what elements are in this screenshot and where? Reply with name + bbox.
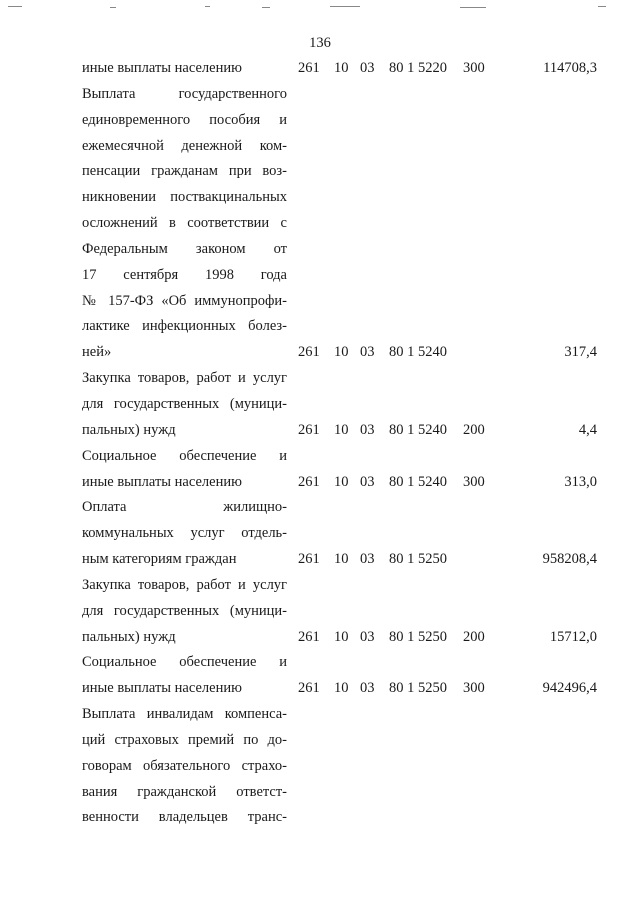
table-row-line: [0, 418, 640, 444]
subsection-code: 03: [360, 680, 375, 697]
table-row-line: [0, 573, 640, 599]
page-number: 136: [309, 35, 331, 51]
table-row-line: [0, 366, 640, 392]
table-row-line: [0, 444, 640, 470]
row-description: никновении поствакцинальных: [82, 189, 287, 206]
table-row-line: [0, 547, 640, 573]
section-code: 10: [334, 421, 349, 438]
budget-table: [0, 56, 640, 831]
admin-code: 261: [298, 60, 320, 76]
expense-type-code: 300: [463, 60, 485, 76]
target-article-code: 80 1 5240: [389, 344, 447, 361]
table-row-line: [0, 108, 640, 134]
table-row-line: [0, 805, 640, 831]
row-description: иные выплаты населению: [82, 60, 242, 76]
row-description: Выплата государственного: [82, 85, 287, 102]
target-article-code: 80 1 5240: [389, 473, 447, 490]
target-article-code: 80 1 5240: [389, 421, 447, 438]
section-code: 10: [334, 473, 349, 490]
table-row-line: [0, 754, 640, 780]
row-description: осложнений в соответствии с: [82, 215, 287, 232]
scan-artifact: [205, 6, 210, 7]
row-description: для государственных (муници-: [82, 395, 287, 412]
table-row-line: [0, 470, 640, 496]
amount: 942496,4: [542, 680, 597, 697]
table-row-line: [0, 650, 640, 676]
row-description: 17 сентября 1998 года: [82, 266, 287, 283]
section-code: 10: [334, 680, 349, 697]
row-description: венности владельцев транс-: [82, 809, 287, 826]
table-row-line: [0, 82, 640, 108]
row-description: Закупка товаров, работ и услуг: [82, 576, 287, 593]
table-row-line: [0, 495, 640, 521]
row-description: ежемесячной денежной ком-: [82, 137, 287, 154]
subsection-code: 03: [360, 344, 375, 361]
admin-code: 261: [298, 551, 320, 568]
table-row-line: [0, 56, 640, 82]
table-row-line: [0, 521, 640, 547]
table-row-line: [0, 625, 640, 651]
table-row-line: [0, 676, 640, 702]
expense-type-code: 300: [463, 473, 485, 490]
row-description: Выплата инвалидам компенса-: [82, 706, 287, 723]
row-description: коммунальных услуг отдель-: [82, 525, 287, 542]
section-code: 10: [334, 628, 349, 645]
section-code: 10: [334, 60, 349, 76]
table-row-line: [0, 702, 640, 728]
row-description: Социальное обеспечение и: [82, 447, 287, 464]
row-description: Закупка товаров, работ и услуг: [82, 370, 287, 387]
table-row-line: [0, 211, 640, 237]
table-row-line: [0, 263, 640, 289]
admin-code: 261: [298, 473, 320, 490]
row-description: говорам обязательного страхо-: [82, 757, 287, 774]
target-article-code: 80 1 5250: [389, 551, 447, 568]
row-description: ций страховых премий по до-: [82, 731, 287, 748]
subsection-code: 03: [360, 473, 375, 490]
expense-type-code: 200: [463, 628, 485, 645]
subsection-code: 03: [360, 551, 375, 568]
amount: 317,4: [564, 344, 597, 361]
row-description: вания гражданской ответст-: [82, 783, 287, 800]
scan-artifact: [8, 6, 22, 7]
scan-artifact: [110, 7, 116, 8]
row-description: для государственных (муници-: [82, 602, 287, 619]
row-description: Федеральным законом от: [82, 240, 287, 257]
table-row-line: [0, 340, 640, 366]
scan-artifact: [598, 6, 606, 7]
target-article-code: 80 1 5220: [389, 60, 447, 76]
row-description: пальных) нужд: [82, 628, 176, 645]
table-row-line: [0, 289, 640, 315]
row-description: иные выплаты населению: [82, 680, 242, 697]
admin-code: 261: [298, 680, 320, 697]
table-row-line: [0, 728, 640, 754]
subsection-code: 03: [360, 421, 375, 438]
table-row-line: [0, 780, 640, 806]
subsection-code: 03: [360, 628, 375, 645]
table-row-line: [0, 237, 640, 263]
expense-type-code: 300: [463, 680, 485, 697]
target-article-code: 80 1 5250: [389, 680, 447, 697]
amount: 114708,3: [543, 60, 597, 76]
amount: 15712,0: [549, 628, 597, 645]
table-row-line: [0, 185, 640, 211]
subsection-code: 03: [360, 60, 375, 76]
row-description: ней»: [82, 344, 112, 361]
row-description: иные выплаты населению: [82, 473, 242, 490]
row-description: Оплата жилищно-: [82, 499, 287, 516]
row-description: единовременного пособия и: [82, 111, 287, 128]
row-description: пенсации гражданам при воз-: [82, 163, 287, 180]
expense-type-code: 200: [463, 421, 485, 438]
table-row-line: [0, 159, 640, 185]
table-row-line: [0, 392, 640, 418]
target-article-code: 80 1 5250: [389, 628, 447, 645]
admin-code: 261: [298, 421, 320, 438]
scan-artifact: [330, 6, 360, 7]
row-description: лактике инфекционных болез-: [82, 318, 287, 335]
scan-artifact: [460, 7, 486, 8]
section-code: 10: [334, 551, 349, 568]
table-row-line: [0, 599, 640, 625]
amount: 313,0: [564, 473, 597, 490]
row-description: пальных) нужд: [82, 421, 176, 438]
row-description: Социальное обеспечение и: [82, 654, 287, 671]
amount: 958208,4: [542, 551, 597, 568]
table-row-line: [0, 134, 640, 160]
scan-artifact: [262, 7, 270, 8]
amount: 4,4: [578, 421, 597, 438]
table-row-line: [0, 314, 640, 340]
admin-code: 261: [298, 344, 320, 361]
admin-code: 261: [298, 628, 320, 645]
row-description: ным категориям граждан: [82, 551, 237, 568]
section-code: 10: [334, 344, 349, 361]
row-description: № 157-ФЗ «Об иммунопрофи-: [82, 292, 287, 309]
